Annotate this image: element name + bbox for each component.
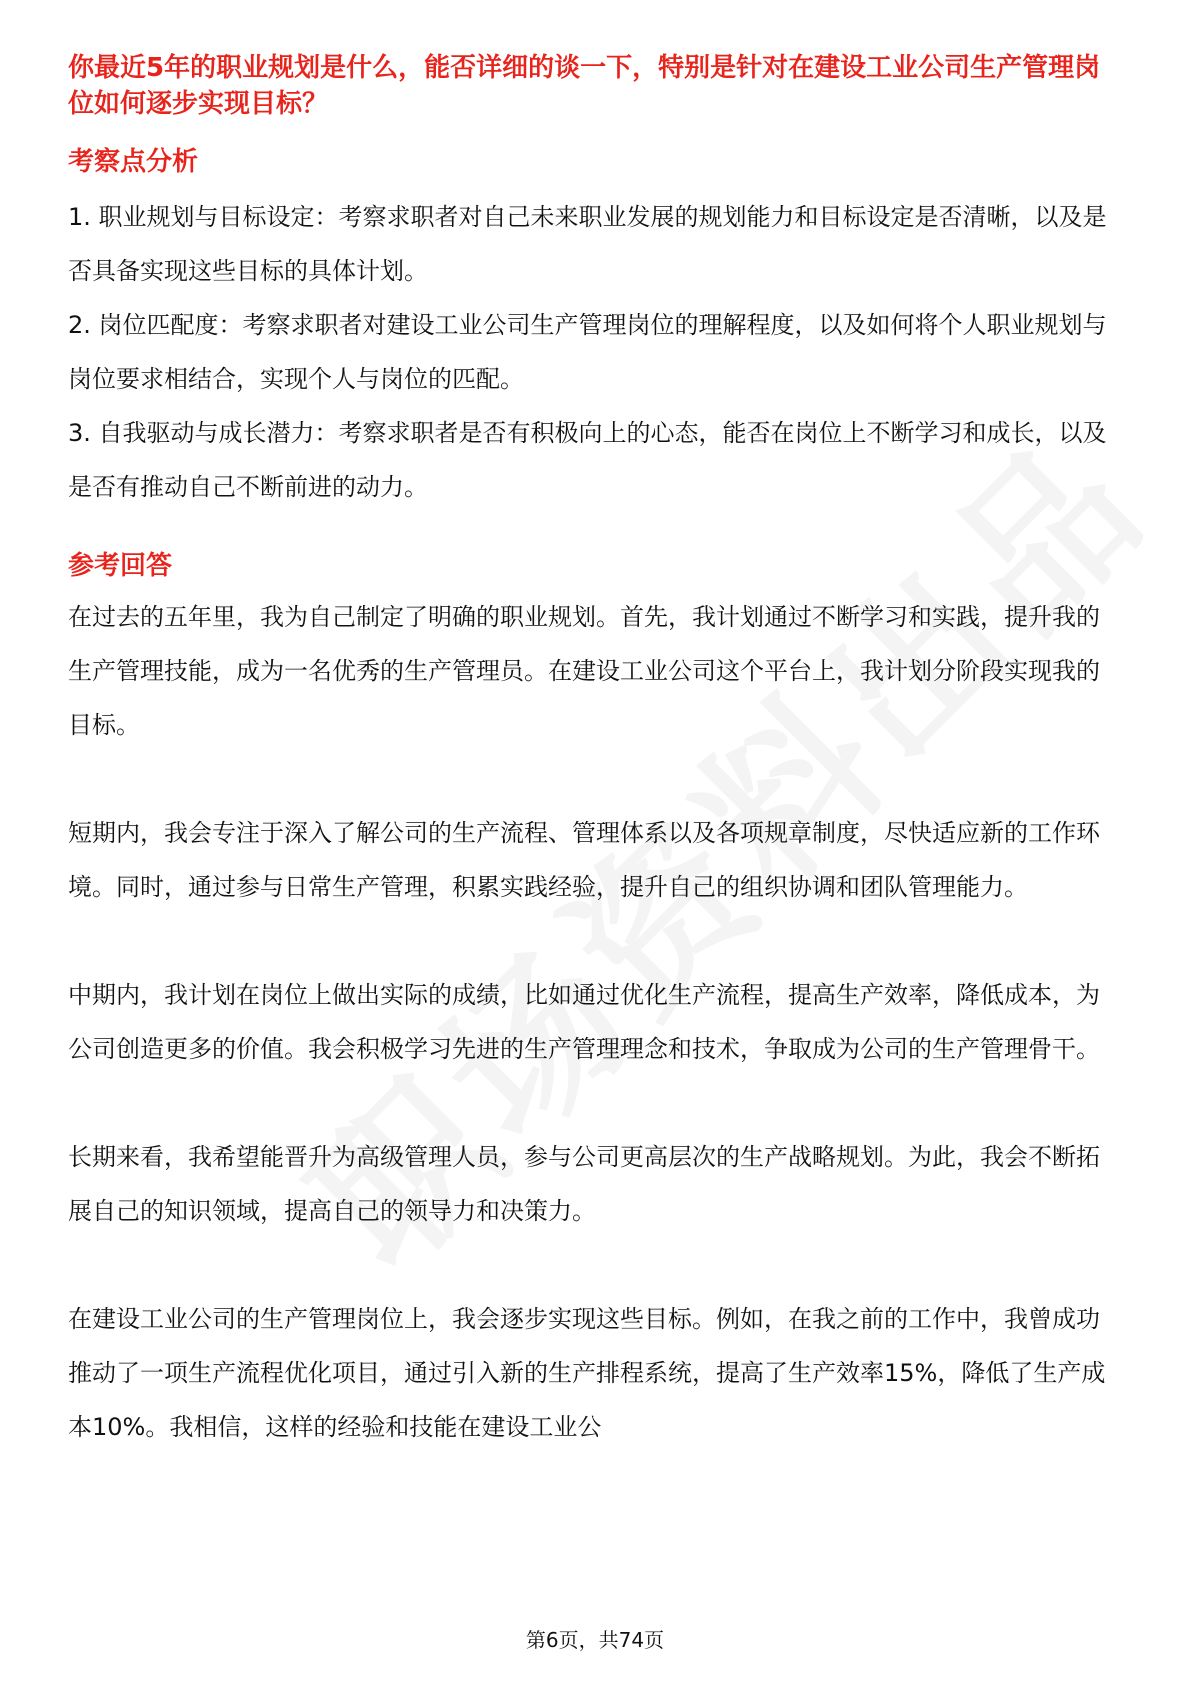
analysis-item: 2. 岗位匹配度：考察求职者对建设工业公司生产管理岗位的理解程度，以及如何将个人职业规划与岗位要求相结合，实现个人与岗位的匹配。 — [68, 311, 1107, 393]
analysis-list — [68, 190, 1120, 514]
document-page — [68, 50, 1120, 1454]
answer-paragraph: 在建设工业公司的生产管理岗位上，我会逐步实现这些目标。例如，在我之前的工作中，我曾成功推动了一项生产流程优化项目，通过引入新的生产排程系统，提高了生产效率15%，降低了生产成本10%。我相信，这样的经验和技能在建设工业公 — [68, 1305, 1106, 1441]
page-number-footer: 第6页，共74页 — [525, 1628, 665, 1652]
answer-paragraph: 长期来看，我希望能晋升为高级管理人员，参与公司更高层次的生产战略规划。为此，我会不断拓展自己的知识领域，提高自己的领导力和决策力。 — [68, 1143, 1100, 1225]
question-title: 你最近5年的职业规划是什么，能否详细的谈一下，特别是针对在建设工业公司生产管理岗位如何逐步实现目标？ — [68, 53, 1101, 119]
answer-paragraph: 在过去的五年里，我为自己制定了明确的职业规划。首先，我计划通过不断学习和实践，提升我的生产管理技能，成为一名优秀的生产管理员。在建设工业公司这个平台上，我计划分阶段实现我的目标。 — [68, 603, 1100, 739]
answer-paragraph: 短期内，我会专注于深入了解公司的生产流程、管理体系以及各项规章制度，尽快适应新的工作环境。同时，通过参与日常生产管理，积累实践经验，提升自己的组织协调和团队管理能力。 — [68, 819, 1100, 901]
paragraph-gap — [68, 1076, 1120, 1130]
answer-heading: 参考回答 — [68, 551, 173, 581]
paragraph-gap — [68, 914, 1120, 968]
paragraph-gap — [68, 752, 1120, 806]
analysis-item: 1. 职业规划与目标设定：考察求职者对自己未来职业发展的规划能力和目标设定是否清晰，以及是否具备实现这些目标的具体计划。 — [68, 203, 1107, 285]
analysis-item: 3. 自我驱动与成长潜力：考察求职者是否有积极向上的心态，能否在岗位上不断学习和成长，以及是否有推动自己不断前进的动力。 — [68, 419, 1107, 501]
answer-paragraph: 中期内，我计划在岗位上做出实际的成绩，比如通过优化生产流程，提高生产效率，降低成本，为公司创造更多的价值。我会积极学习先进的生产管理理念和技术，争取成为公司的生产管理骨干。 — [68, 981, 1100, 1063]
paragraph-gap — [68, 1238, 1120, 1292]
analysis-heading: 考察点分析 — [68, 147, 199, 177]
answer-body — [68, 590, 1120, 1454]
